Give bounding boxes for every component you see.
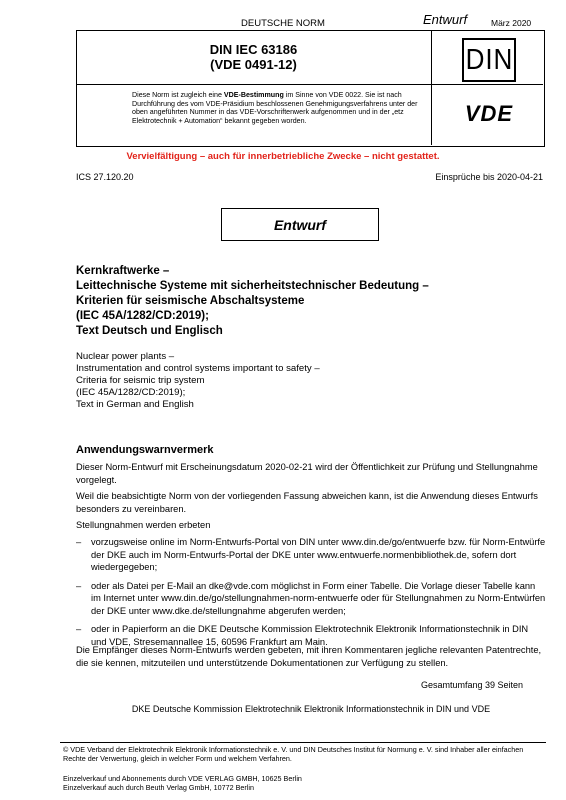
header-divider (431, 30, 432, 145)
objection-deadline: Einsprüche bis 2020-04-21 (435, 172, 543, 182)
header-divider (431, 84, 543, 85)
vde-logo: VDE (464, 101, 514, 126)
copyright-notice: © VDE Verband der Elektrotechnik Elektronik Informationstechnik e. V. und DIN Deutsches Institut für Normung e. V. sind Inhaber aller einfachen Rechte der Verwertung, gleich in welcher Form und welchem Verfahren. (63, 745, 524, 763)
vde-note-bold: VDE-Bestimmung (223, 91, 284, 99)
din-logo (462, 38, 516, 82)
dke-footer: DKE Deutsche Kommission Elektrotechnik Elektronik Informationstechnik in DIN und VDE (131, 704, 491, 714)
list-item-text: vorzugsweise online im Norm-Entwurfs-Portal von DIN unter www.din.de/go/entwuerfe bzw. für Norm-Entwürfe der DKE auch im Norm-Entwurfs-Portal der DKE unter www.entwuerfe.normenbibliothek.de, sofern dort wiedergegeben; (91, 537, 546, 572)
sales-info: Einzelverkauf und Abonnements durch VDE VERLAG GMBH, 10625 Berlin (63, 774, 302, 783)
list-item-text: oder als Datei per E-Mail an dke@vde.com möglichst in Form einer Tabelle. Die Vorlage dieser Tabelle kann im Internet unter www.din.de/go/stellungnahmen-norm-entwuerfe oder für Stellungnahmen zu Norm-Entwürfen der DKE unter www.dke.de/stellungnahme abgerufen werden; (91, 580, 546, 616)
footer-divider (60, 742, 546, 743)
draft-label-box: Entwurf (221, 208, 379, 241)
din-logo-text: DIN (465, 43, 513, 76)
vde-note-pre: Diese Norm ist zugleich eine (132, 91, 224, 99)
list-item-text: oder in Papierform an die DKE Deutsche Kommission Elektrotechnik Elektronik Informationstechnik in DIN und VDE, Stresemannallee 15, 60596 Frankfurt am Main. (91, 624, 529, 647)
list-item (76, 580, 546, 618)
vde-note-post: im Sinne von VDE 0022. Sie ist nach Durchführung des vom VDE-Präsidium beschlossenen Genehmigungsverfahrens unter der oben angeführten Nummer in das VDE-Vorschriftenwerk aufgenommen und in der „etz Elektrotechnik + Automation“ bekannt gegeben worden. (132, 91, 418, 125)
paragraph: Dieser Norm-Entwurf mit Erscheinungsdatum 2020-02-21 wird der Öffentlichkeit zur Prüfung und Stellungnahme vorgelegt. (76, 462, 538, 485)
title-de-line: Kriterien für seismische Abschaltsysteme (76, 295, 305, 307)
standard-number (76, 42, 431, 72)
vde-id: (VDE 0491-12) (210, 57, 297, 72)
copy-warning: Vervielfältigung – auch für innerbetriebliche Zwecke – nicht gestattet. (126, 151, 440, 162)
title-en-line: Instrumentation and control systems important to safety – (76, 363, 320, 374)
title-de-line: Leittechnische Systeme mit sicherheitstechnischer Bedeutung – (76, 280, 429, 292)
title-de-line: (IEC 45A/1282/CD:2019); (76, 310, 209, 322)
header-divider (76, 84, 431, 85)
title-en-line: Nuclear power plants – (76, 351, 175, 362)
title-en-line: Text in German and English (76, 399, 194, 410)
paragraph: Stellungnahmen werden erbeten (76, 520, 211, 530)
title-de-line: Text Deutsch und Englisch (76, 325, 223, 337)
title-german (76, 264, 546, 339)
paragraph: Weil die beabsichtigte Norm von der vorliegenden Fassung abweichen kann, ist die Anwendung dieses Entwurfs besonders zu vereinbaren. (76, 491, 538, 514)
ics-code: ICS 27.120.20 (76, 172, 134, 182)
total-pages: Gesamtumfang 39 Seiten (420, 680, 523, 690)
vde-note (132, 91, 427, 125)
list-item (76, 536, 546, 574)
title-de-line: Kernkraftwerke – (76, 265, 170, 277)
dash-marker: – (76, 537, 82, 547)
standard-id: DIN IEC 63186 (209, 42, 298, 57)
section-heading: Anwendungswarnvermerk (76, 444, 214, 456)
dash-marker: – (76, 580, 82, 591)
title-en-line: (IEC 45A/1282/CD:2019); (76, 387, 186, 398)
title-english (76, 351, 546, 411)
paragraph: Die Empfänger dieses Norm-Entwurfs werden gebeten, mit ihren Kommentaren jegliche relevanten Patentrechte, die sie kennen, mitzuteilen und unterstützende Dokumentationen zur Verfügung zu stellen. (76, 645, 542, 668)
sales-info: Einzelverkauf auch durch Beuth Verlag GmbH, 10772 Berlin (63, 783, 254, 792)
draft-status: Entwurf (423, 12, 468, 27)
issue-date: März 2020 (491, 18, 532, 28)
norm-type: DEUTSCHE NORM (241, 18, 325, 29)
title-en-line: Criteria for seismic trip system (76, 375, 205, 386)
dash-marker: – (76, 624, 82, 634)
submission-options-list (76, 536, 546, 654)
